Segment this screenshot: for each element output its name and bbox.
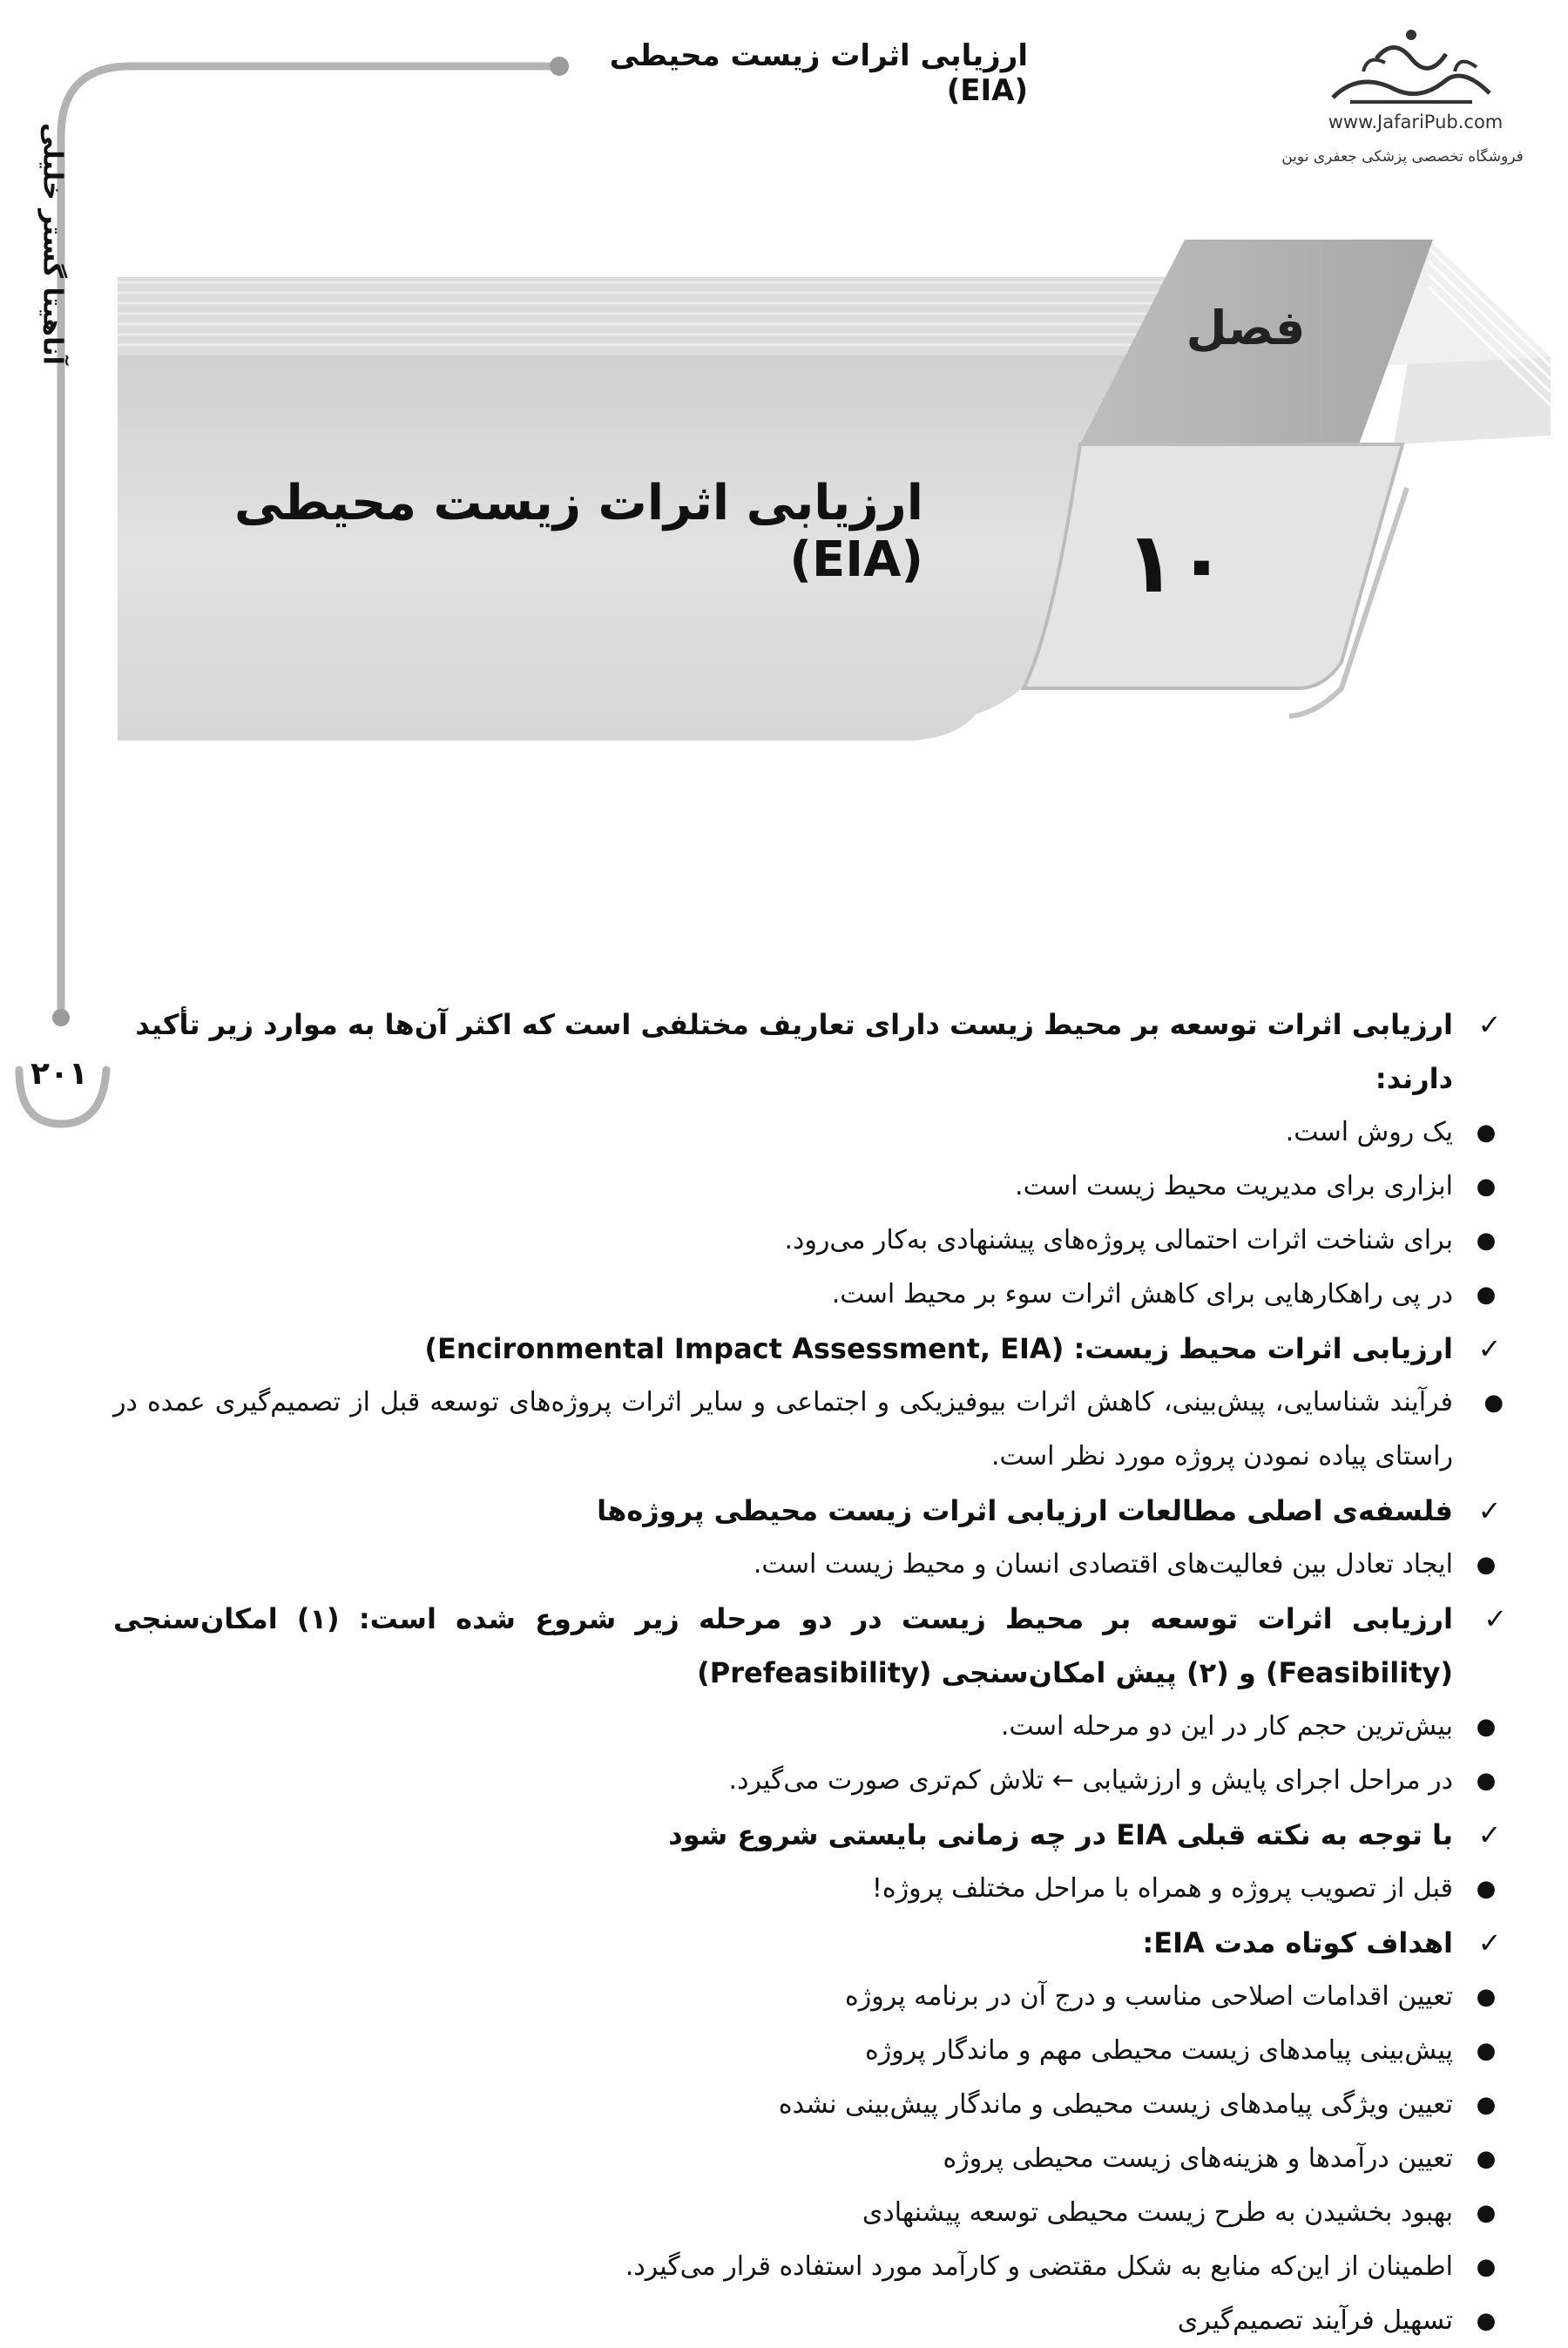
bullet-item: ● در مراحل اجرای پایش و ارزشیابی ← تلاش کم‌تری صورت می‌گیرد.	[113, 1754, 1507, 1808]
bullet-item: ● در پی راهکارهایی برای کاهش اثرات سوء بر محیط است.	[113, 1268, 1507, 1322]
checkmark-icon: ✓	[1477, 1818, 1502, 1851]
bullet-icon: ●	[1476, 1984, 1497, 2010]
bullet-item: ● بهبود بخشیدن به طرح زیست محیطی توسعه پیشنهادی	[113, 2186, 1507, 2240]
bullet-icon: ●	[1476, 2308, 1497, 2334]
bullet-icon: ●	[1476, 1552, 1497, 1578]
bullet-icon: ●	[1484, 1390, 1504, 1416]
bullet-icon: ●	[1476, 2038, 1497, 2064]
bullet-item: ● یک روش است.	[113, 1106, 1507, 1160]
chapter-content	[113, 998, 1507, 2348]
checkmark-icon: ✓	[1484, 1602, 1507, 1635]
bullet-item: ● برای شناخت اثرات احتمالی پروژه‌های پیشنهادی به‌کار می‌رود.	[113, 1214, 1507, 1268]
check-item-5: ✓ با توجه به نکته قبلی EIA در چه زمانی بایستی شروع شود	[113, 1808, 1507, 1862]
chapter-label: فصل	[1186, 301, 1306, 355]
bullet-item: ● تعیین درآمدها و هزینه‌های زیست محیطی پروژه	[113, 2132, 1507, 2186]
logo-emblem-icon	[1281, 19, 1542, 115]
chapter-title: ارزیابی اثرات زیست محیطی (EIA)	[233, 475, 923, 588]
bullet-icon: ●	[1476, 2092, 1497, 2118]
publisher-url: www.JafariPub.com	[1328, 112, 1504, 132]
bullet-item: ● اطمینان از این‌که منابع به شکل مقتضی و کارآمد مورد استفاده قرار می‌گیرد.	[113, 2240, 1507, 2294]
bullet-item: ● بیش‌ترین حجم کار در این دو مرحله است.	[113, 1700, 1507, 1754]
check-item-4: ✓ ارزیابی اثرات توسعه بر محیط زیست در دو مرحله زیر شروع شده است: (۱) امکان‌سنجی (Feasibility) و (۲) پیش امکان‌سنجی (Prefeasibility)	[113, 1592, 1507, 1700]
bullet-icon: ●	[1476, 2200, 1497, 2226]
bullet-item: ● پیش‌بینی پیامدهای زیست محیطی مهم و ماندگار پروژه	[113, 2024, 1507, 2078]
checkmark-icon: ✓	[1477, 1494, 1502, 1527]
publisher-subtitle: فروشگاه تخصصی پزشکی جعفری نوین	[1281, 148, 1524, 166]
bullet-icon: ●	[1476, 2146, 1497, 2172]
bullet-item: ● تسهیل فرآیند تصمیم‌گیری	[113, 2294, 1507, 2348]
bullet-icon: ●	[1476, 1282, 1497, 1308]
bullet-item: ● فرآیند شناسایی، پیش‌بینی، کاهش اثرات بیوفیزیکی و اجتماعی و سایر اثرات پروژه‌های توسعه قبل از تصمیم‌گیری عمده در راستای پیاده نمودن پروژه مورد نظر است.	[113, 1376, 1507, 1484]
bullet-icon: ●	[1476, 2254, 1497, 2280]
bullet-item: ● قبل از تصویب پروژه و همراه با مراحل مختلف پروژه!	[113, 1862, 1507, 1916]
checkmark-icon: ✓	[1477, 1926, 1502, 1959]
bullet-item: ● ایجاد تعادل بین فعالیت‌های اقتصادی انسان و محیط زیست است.	[113, 1538, 1507, 1592]
check-item-2: ✓ ارزیابی اثرات محیط زیست: (Encironmental Impact Assessment, EIA)	[113, 1322, 1507, 1376]
bullet-icon: ●	[1476, 1876, 1497, 1902]
author-name: آناهیتا گستر خلیلی	[37, 123, 68, 365]
bullet-icon: ●	[1476, 1228, 1497, 1254]
check-item-6: ✓ اهداف کوتاه مدت EIA:	[113, 1916, 1507, 1970]
bullet-icon: ●	[1476, 1174, 1497, 1200]
bullet-item: ● تعیین ویژگی پیامدهای زیست محیطی و ماندگار پیش‌بینی نشده	[113, 2078, 1507, 2132]
bullet-icon: ●	[1476, 1714, 1497, 1740]
bullet-item: ● ابزاری برای مدیریت محیط زیست است.	[113, 1160, 1507, 1214]
author-vertical	[26, 113, 78, 375]
page-number: ۲۰۱	[30, 1056, 88, 1092]
checkmark-icon: ✓	[1477, 1332, 1502, 1365]
chapter-number: ۱۰	[1125, 514, 1227, 612]
running-title: ارزیابی اثرات زیست محیطی (EIA)	[609, 38, 1028, 108]
check-item-3: ✓ فلسفه‌ی اصلی مطالعات ارزیابی اثرات زیست محیطی پروژه‌ها	[113, 1484, 1507, 1538]
checkmark-icon: ✓	[1477, 1008, 1502, 1041]
check-item-1: ✓ ارزیابی اثرات توسعه بر محیط زیست دارای تعاریف مختلفی است که اکثر آن‌ها به موارد زیر تأکید دارند:	[113, 998, 1507, 1106]
bullet-icon: ●	[1476, 1120, 1497, 1146]
bullet-icon: ●	[1476, 1768, 1497, 1794]
bullet-item: ● تعیین اقدامات اصلاحی مناسب و درج آن در برنامه پروژه	[113, 1970, 1507, 2024]
